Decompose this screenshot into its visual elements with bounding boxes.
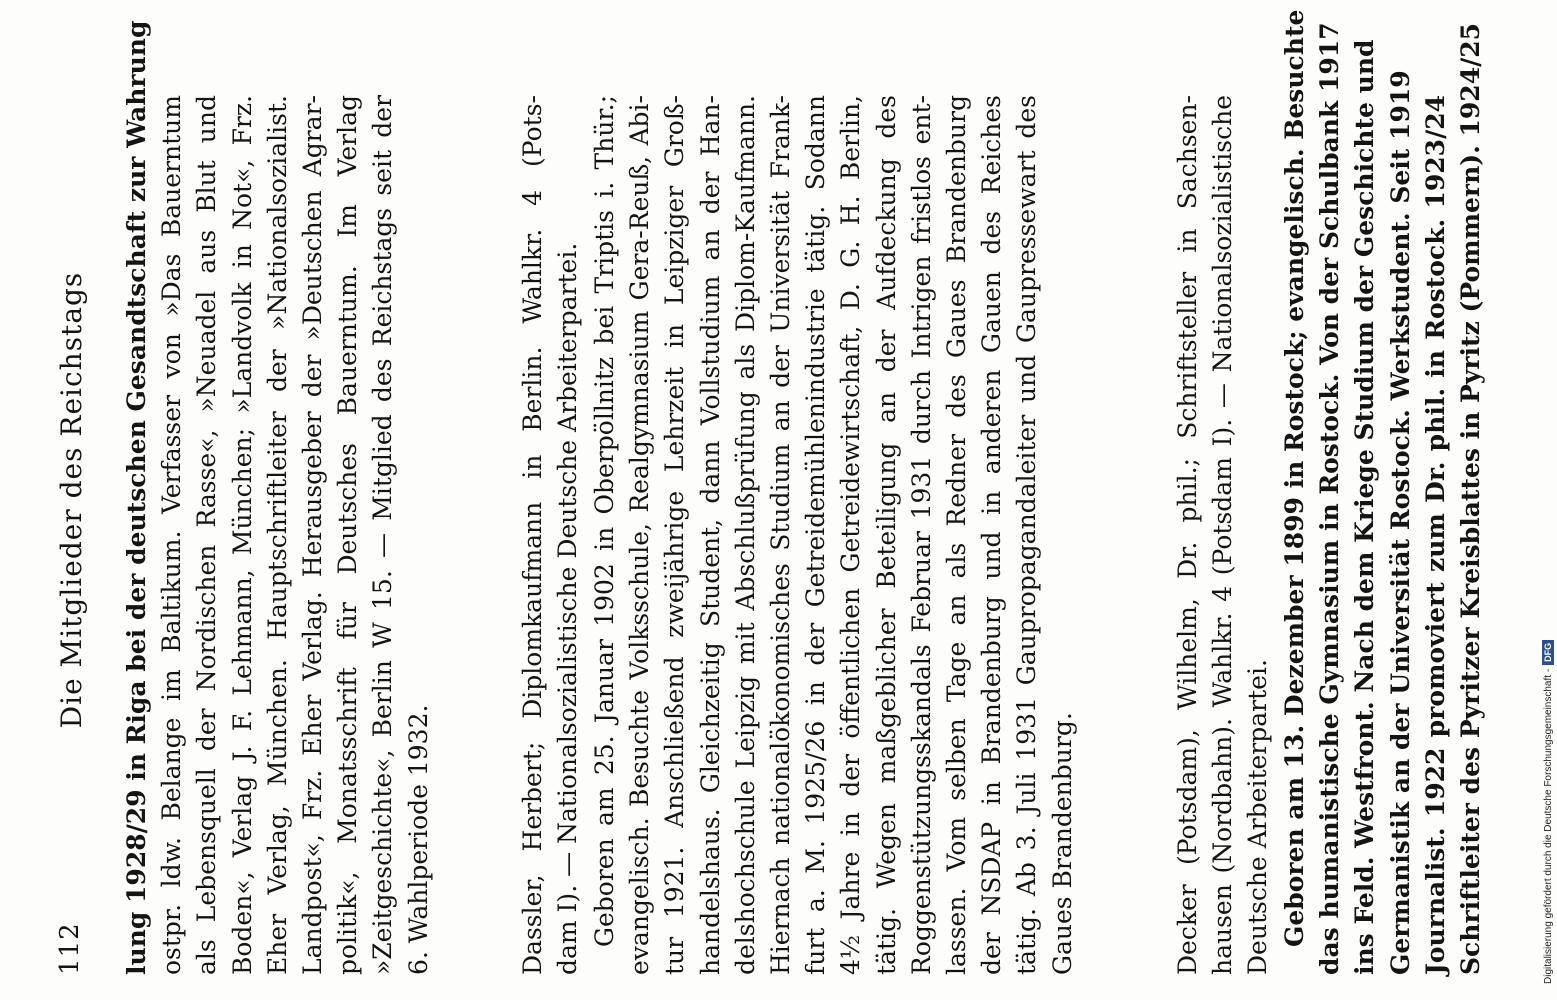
text-line: lassen. Vom selben Tage an als Redner des Gaues Brandenburg [942, 95, 972, 975]
text-line: der NSDAP in Brandenburg und in anderen Gauen des Reiches [977, 95, 1007, 975]
text-line: Dassler, Herbert; Diplomkaufmann in Berlin. Wahlkr. 4 (Pots- [518, 95, 547, 975]
entry-decker-body [1277, 9, 1488, 975]
text-line: ins Feld. Westfront. Nach dem Kriege Studium der Geschichte und [1350, 39, 1380, 975]
digitization-text: Digitalisierung gefördert durch die Deutsche Forschungsgemeinschaft - [1542, 668, 1554, 984]
text-line: delshochschule Leipzig mit Abschlußprüfung als Diplom-Kaufmann. [730, 95, 760, 975]
text-line: Decker (Potsdam), Wilhelm, Dr. phil.; Schriftsteller in Sachsen- [1173, 95, 1202, 975]
text-line: Gaues Brandenburg. [1047, 712, 1077, 975]
page-title: Die Mitglieder des Reichstags [55, 271, 88, 729]
text-line: Geboren am 25. Januar 1902 in Oberpöllnitz bei Triptis i. Thür.; [590, 95, 619, 947]
entry-dassler-intro [515, 95, 585, 975]
text-line: handelshaus. Gleichzeitig Student, dann Vollstudium an der Han- [695, 95, 725, 975]
text-line: tur 1921. Anschließend zweijährige Lehrzeit in Leipziger Groß- [660, 95, 690, 975]
text-line: evangelisch. Besuchte Volksschule, Realgymnasium Gera-Reuß, Abi- [625, 95, 655, 975]
text-line: als Lebensquell der Nordischen Rasse«, »Neuadel aus Blut und [192, 95, 222, 975]
text-line: dam I). — Nationalsozialistische Deutsche Arbeiterpartei. [553, 242, 583, 975]
text-line: furt a. M. 1925/26 in der Getreidemühlenindustrie tätig. Sodann [801, 95, 831, 975]
text-line: Geboren am 13. Dezember 1899 in Rostock; evangelisch. Besuchte [1280, 9, 1309, 947]
dfg-logo: DFG [1542, 640, 1554, 665]
text-line: Schriftleiter des Pyritzer Kreisblattes in Pyritz (Pommern). 1924/25 [1456, 22, 1486, 975]
text-line: 4½ Jahre in der öffentlichen Getreidewirtschaft, D. G. H. Berlin, [836, 95, 866, 975]
digitization-note [1542, 640, 1554, 984]
text-line: lung 1928/29 in Riga bei der deutschen Gesandtschaft zur Wahrung [122, 20, 151, 975]
page-number: 112 [55, 922, 85, 975]
text-line: Hiernach nationalökonomisches Studium an der Universität Frank- [766, 95, 796, 975]
text-line: hausen (Nordbahn). Wahlkr. 4 (Potsdam I). — Nationalsozialistische [1208, 95, 1238, 975]
text-line: 6. Wahlperiode 1932. [403, 704, 433, 975]
entry-decker-intro [1170, 95, 1276, 975]
text-line: Germanistik an der Universität Rostock. Werkstudent. Seit 1919 [1385, 70, 1415, 975]
text-line: Landpost«, Frz. Eher Verlag. Herausgeber der »Deutschen Agrar- [298, 95, 328, 975]
running-head [55, 25, 95, 975]
text-line: Boden«, Verlag J. F. Lehmann, München; »Landvolk in Not«, Frz. [227, 95, 257, 975]
text-line: Roggenstützungsskandals Februar 1931 durch Intrigen fristlos ent- [906, 95, 936, 975]
entry-continuation [119, 20, 436, 975]
book-page [55, 9, 1495, 975]
text-line: »Zeitgeschichte«, Berlin W 15. — Mitglied des Reichstags seit der [368, 95, 398, 975]
text-line: Eher Verlag, München. Hauptschriftleiter der »Nationalsozialist. [262, 95, 292, 975]
text-line: das humanistische Gymnasium in Rostock. Von der Schulbank 1917 [1315, 22, 1345, 975]
text-line: Journalist. 1922 promoviert zum Dr. phil. in Rostock. 1923/24 [1420, 95, 1450, 975]
text-line: Deutsche Arbeiterpartei. [1243, 659, 1273, 975]
text-line: politik«, Monatsschrift für Deutsches Bauerntum. Im Verlag [333, 95, 363, 975]
text-line: ostpr. ldw. Belange im Baltikum. Verfasser von »Das Bauerntum [157, 95, 187, 975]
entry-dassler-body [587, 95, 1080, 975]
text-line: tätig. Ab 3. Juli 1931 Gaupropagandaleiter und Gaupressewart des [1012, 95, 1042, 975]
text-line: tätig. Wegen maßgeblicher Beteiligung an der Aufdeckung des [871, 95, 901, 975]
